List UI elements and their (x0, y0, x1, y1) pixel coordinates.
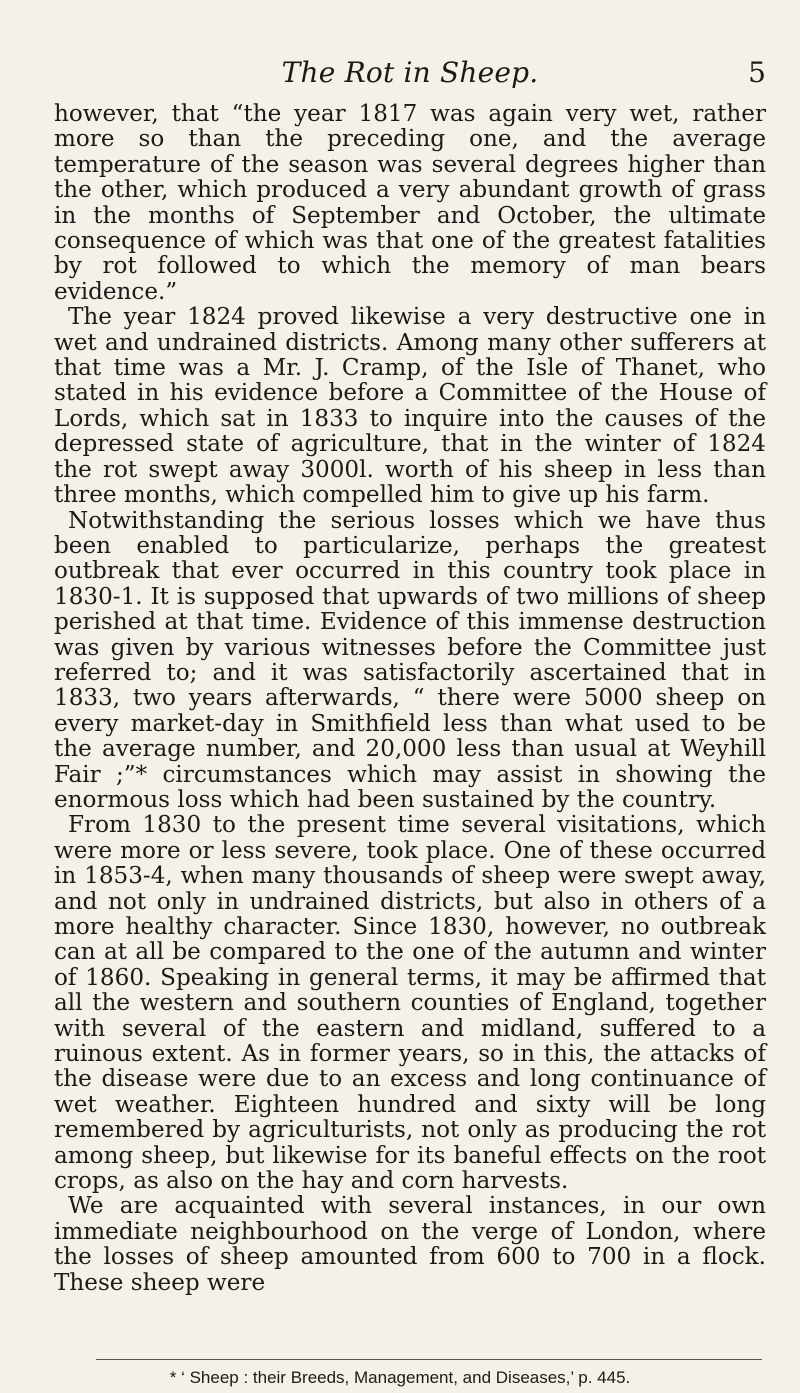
paragraph-4: From 1830 to the present time several visitations, which were more or less severe, took place. One of these occurred in 1853-4, when many thousands of sheep were swept away, and not only in undrained districts, but also in others of a more healthy character. Since 1830, however, no outbreak can at all be compared to the one of the autumn and winter of 1860. Speaking in general terms, it may be affirmed that all the western and southern counties of England, together with several of the eastern and midland, suffered to a ruinous extent. As in former years, so in this, the attacks of the disease were due to an excess and long continuance of wet weather. Eighteen hundred and sixty will be long remembered by agriculturists, not only as producing the rot among sheep, but likewise for its baneful effects on the root crops, as also on the hay and corn harvests. (54, 812, 766, 1195)
paragraph-3: Notwithstanding the serious losses which we have thus been enabled to particularize, perhaps the greatest outbreak that ever occurred in this country took place in 1830-1. It is supposed that upwards of two millions of sheep perished at that time. Evidence of this immense destruction was given by various witnesses before the Committee just referred to; and it was satisfactorily ascertained that in 1833, two years afterwards, “ there were 5000 sheep on every market-day in Smithfield less than what used to be the average number, and 20,000 less than usual at Weyhill Fair ;”* circumstances which may assist in showing the enormous loss which had been sustained by the country. (54, 507, 766, 813)
paragraph-1: however, that “the year 1817 was again very wet, rather more so than the preceding one, and the average temperature of the season was several degrees higher than the other, which produced a very abundant growth of grass in the months of September and October, the ultimate consequence of which was that one of the greatest fatalities by rot followed to which the memory of man bears evidence.” (54, 101, 766, 305)
paragraph-2: The year 1824 proved likewise a very destructive one in wet and undrained districts. Among many other sufferers at that time was a Mr. J. Cramp, of the Isle of Thanet, who stated in his evidence before a Committee of the House of Lords, which sat in 1833 to inquire into the causes of the depressed state of agriculture, that in the winter of 1824 the rot swept away 3000l. worth of his sheep in less than three months, which compelled him to give up his farm. (54, 304, 766, 509)
body-text (54, 102, 766, 1296)
running-title: The Rot in Sheep. (281, 56, 539, 89)
paragraph-5: We are acquainted with several instances, in our own immediate neighbourhood on the verge of London, where the losses of sheep amounted from 600 to 700 in a flock. These sheep were (54, 1193, 766, 1296)
footnote-divider (96, 1359, 762, 1360)
page-header (54, 56, 766, 96)
footnote: * ‘ Sheep : their Breeds, Management, and Diseases,’ p. 445. (169, 1368, 631, 1387)
page-number: 5 (748, 56, 766, 89)
